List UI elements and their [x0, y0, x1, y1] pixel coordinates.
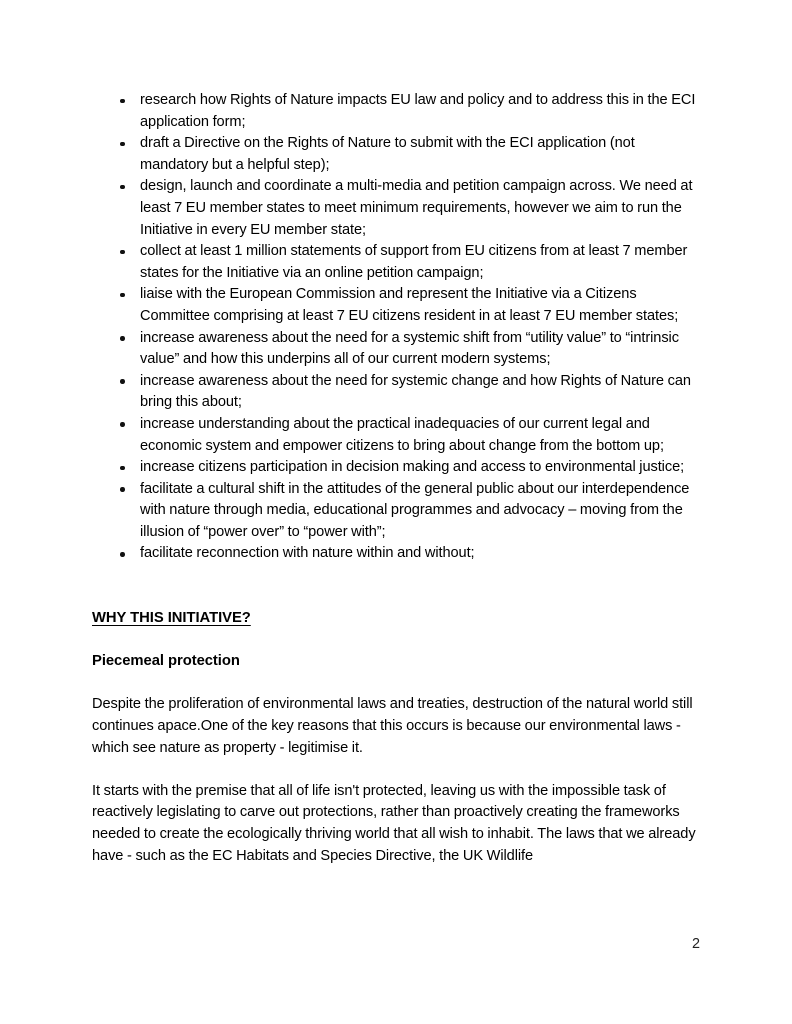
list-item — [92, 90, 700, 133]
bullet-point-icon — [120, 142, 125, 147]
section-subheading: Piecemeal protection — [92, 653, 240, 670]
bullet-point-icon — [120, 99, 125, 104]
list-item-text: draft a Directive on the Rights of Nature to submit with the ECI application (not mandatory but a helpful step); — [140, 135, 635, 173]
list-item — [92, 241, 700, 284]
paragraph-spacer — [92, 759, 700, 781]
list-item-text: collect at least 1 million statements of support from EU citizens from at least 7 member states for the Initiative via an online petition campaign; — [140, 243, 688, 281]
bullet-point-icon — [120, 185, 125, 190]
objectives-bullet-list — [92, 90, 700, 565]
list-item — [92, 284, 700, 327]
bullet-point-icon — [120, 336, 125, 341]
bullet-point-icon — [120, 293, 125, 298]
body-paragraph: It starts with the premise that all of life isn't protected, leaving us with the impossible task of reactively legislating to carve out protections, rather than proactively creating the frameworks needed to create the ecologically thriving world that all wish to inhabit. The laws that we already have - such as the EC Habitats and Species Directive, the UK Wildlife — [92, 782, 696, 864]
bullet-point-icon — [120, 422, 125, 427]
list-item — [92, 457, 700, 479]
list-item-text: increase awareness about the need for systemic change and how Rights of Nature can bring this about; — [140, 372, 691, 411]
bullet-point-icon — [120, 487, 125, 492]
page-content — [92, 90, 700, 867]
list-item — [92, 414, 700, 457]
bullet-point-icon — [120, 250, 125, 255]
subheading-spacer — [92, 673, 700, 695]
list-item-text: design, launch and coordinate a multi-media and petition campaign across. We need at least 7 EU member states to meet minimum requirements, however we aim to run the Initiative in every EU member state; — [140, 178, 693, 238]
list-item-text: facilitate reconnection with nature within and without; — [140, 545, 475, 562]
bullet-point-icon — [120, 379, 125, 384]
list-item-text: increase understanding about the practical inadequacies of our current legal and economic system and empower citizens to bring about change from the bottom up; — [140, 415, 664, 454]
bullet-point-icon — [120, 466, 125, 471]
section-heading: WHY THIS INITIATIVE? — [92, 610, 251, 627]
list-item — [92, 543, 700, 565]
page-number: 2 — [691, 936, 700, 952]
list-item-text: facilitate a cultural shift in the attitudes of the general public about our interdependence with nature through media, educational programmes and advocacy – moving from the illusion of “power over” to “power with”; — [140, 480, 690, 540]
list-item-text: research how Rights of Nature impacts EU law and policy and to address this in the ECI application form; — [140, 92, 696, 130]
heading-spacer — [92, 630, 700, 652]
section-spacer — [92, 565, 700, 608]
list-item-text: liaise with the European Commission and represent the Initiative via a Citizens Committee comprising at least 7 EU citizens resident in at least 7 EU member states; — [140, 286, 679, 324]
body-paragraph: Despite the proliferation of environmental laws and treaties, destruction of the natural world still continues apace.One of the key reasons that this occurs is because our environmental laws - which see nature as property - legitimise it. — [92, 696, 693, 756]
list-item — [92, 133, 700, 176]
list-item — [92, 176, 700, 241]
list-item — [92, 371, 700, 414]
bullet-point-icon — [120, 552, 125, 557]
list-item-text: increase citizens participation in decision making and access to environmental justice; — [140, 459, 685, 476]
list-item-text: increase awareness about the need for a systemic shift from “utility value” to “intrinsic value” and how this underpins all of our current modern systems; — [140, 329, 679, 368]
list-item — [92, 479, 700, 544]
list-item — [92, 328, 700, 371]
